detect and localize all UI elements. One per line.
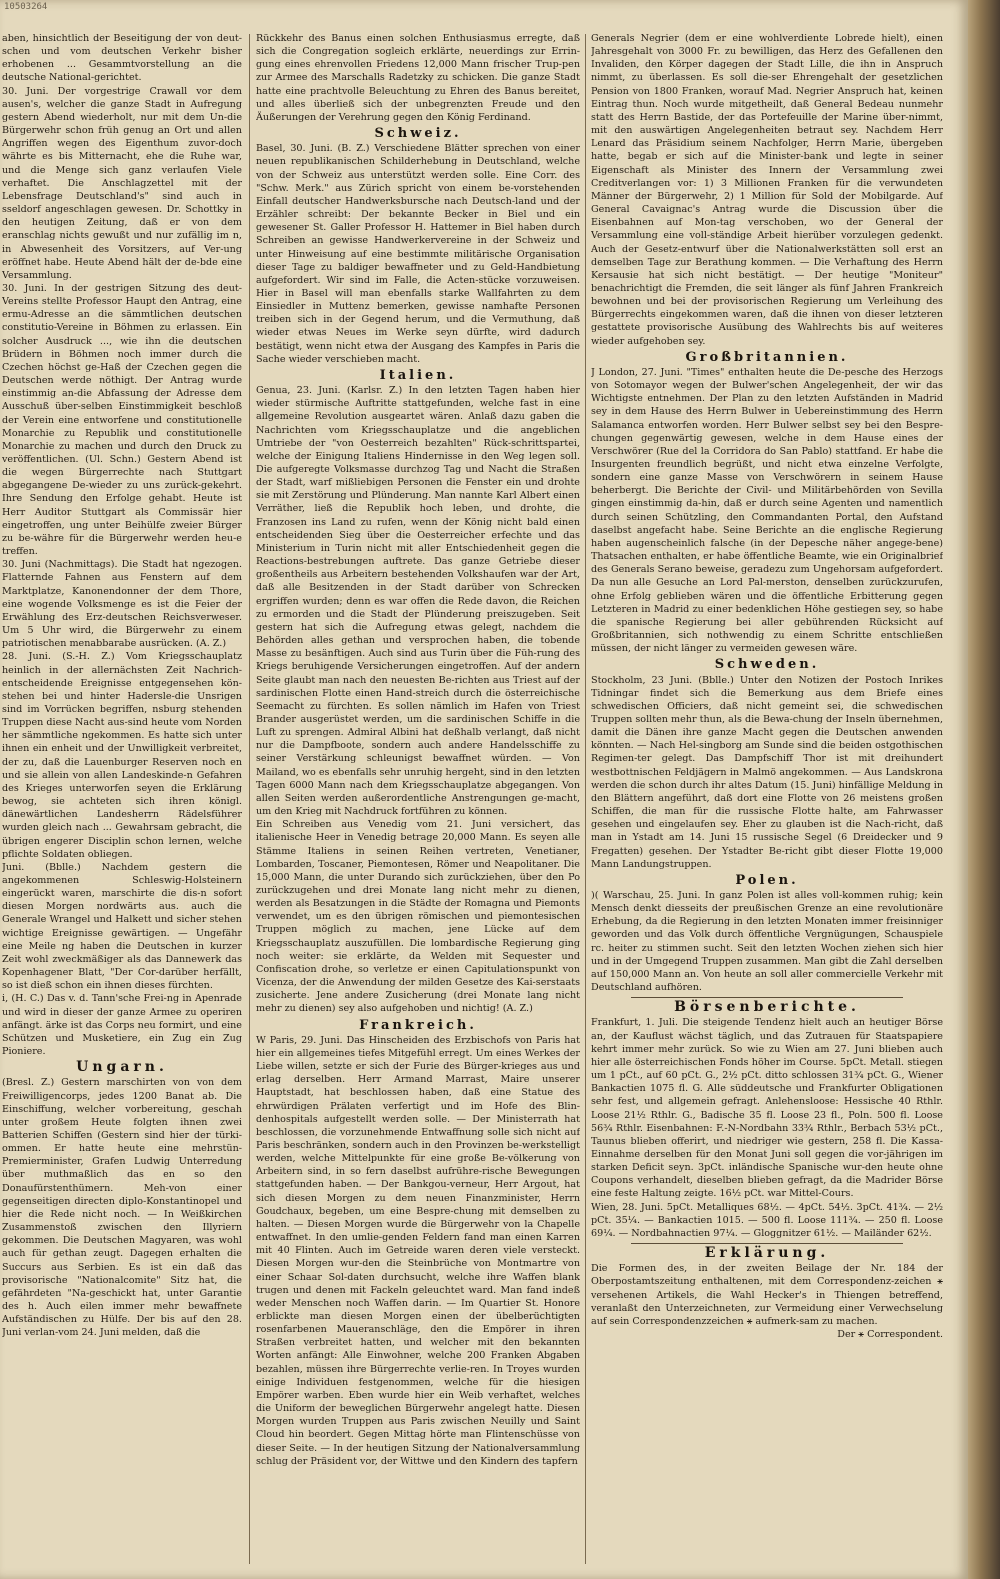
paragraph: Genua, 23. Juni. (Karlsr. Z.) In den letzten Tagen haben hier wieder stürmische Auftritte stattgefunden, welche fast in eine allgemeine Revolution ausgeartet wären. Anlaß dazu gaben die Nachrichten vom Kriegsschauplatze und die angeblichen Umtriebe der "von Oesterreich bezahlten" Rück-schrittspartei, welche der Einigung Italiens Hindernisse in den Weg legen soll. Die aufgeregte Volksmasse durchzog Tag und Nacht die Straßen der Stadt, warf mißliebigen Personen die Fenster ein und drohte sie mit Zerstörung und Plünderung. Man nannte Karl Albert einen Verräther, ließ die Republik hoch leben, und drohte, die Franzosen ins Land zu rufen, wenn der König nicht bald einen entscheidenden Sieg über die Oesterreicher erfechte und das Ministerium in Turin nicht mit aller Entschiedenheit gegen die Reactions-bestrebungen auftrete. Das ganze Getriebe dieser großentheils aus Arbeitern bestehenden Volkshaufen war der Art, daß alle Besitzenden in der Stadt darüber von Schrecken ergriffen wurden; denn es war offen die Rede davon, die Reichen zu ermorden und die Stadt der Plünderung preiszugeben. Seit gestern hat sich die Aufregung etwas gelegt, nachdem die Behörden alles gethan und versprochen haben, die tobende Masse zu besänftigen. Auch sind aus Turin über die Füh-rung des Kriegs beruhigende Versicherungen eingetroffen. Auf der andern Seite glaubt man nach den neuesten Be-richten aus Triest auf der sardinischen Flotte einen Hand-streich durch die österreichische Seemacht zu fürchten. Es sollen nämlich im Hafen von Triest Brander ausgerüstet werden, um die sardinischen Schiffe in die Luft zu sprengen. Admiral Albini hat deßhalb verlangt, daß nicht nur die Dampfboote, sondern auch andere Handelsschiffe zu seiner Verstärkung schleunigst bewaffnet würden. — Von Mailand, wo es ebenfalls sehr unruhig hergeht, sind in den letzten Tagen 6000 Mann nach dem Kriegsschauplatze abgegangen. Von allen Seiten werden außerordentliche Anstrengungen ge-macht, um den Krieg mit Nachdruck fortführen zu können.	[256, 385, 580, 818]
divider	[631, 997, 903, 998]
paragraph: )( Warschau, 25. Juni. In ganz Polen ist alles voll-kommen ruhig; kein Mensch denkt diesseits der preußischen Grenze an eine revolutionäre Erhebung, da die Regierung in den letzten Monaten immer freisinniger geworden und das Volk durch öffentliche Vergnügungen, Schauspiele rc. heiter zu stimmen sucht. Seit den letzten Wochen ziehen sich hier und in der Umgegend Truppen zusammen. Man gibt die Zahl derselben auf 150,000 Mann an. Von heute an soll aller commercielle Verkehr mit Deutschland aufhören.	[591, 890, 943, 994]
section-heading-frankreich: Frankreich.	[359, 1017, 477, 1033]
column-3	[591, 32, 943, 1572]
paragraph: Ein Schreiben aus Venedig vom 21. Juni versichert, das italienische Heer in Venedig betrage 20,000 Mann. Es seyen alle Stämme Italiens in seinen Reihen vertreten, Venetianer, Lombarden, Toscaner, Piemontesen, Römer und Neapolitaner. Die 15,000 Mann, die unter Durando sich zurückziehen, über den Po zurückzugehen und drei Monate lang nicht mehr zu dienen, werden als Besatzungen in die Städte der Romagna und Piemonts verwendet, um es den übrigen römischen und piemontesischen Truppen möglich zu machen, jene Lücke auf dem Kriegsschauplatz auszufüllen. Die lombardische Regierung ging noch weiter: sie erklärte, da Welden mit Sequester und Confiscation drohe, so verletze er einen Capitulationspunkt von Vicenza, der die Anwendung der milden Gesetze des Kai-serstaats zusicherte. Jene andere Zusicherung (drei Monate lang nicht mehr zu dienen) sey also aufgehoben und nichtig! (A. Z.)	[256, 819, 580, 1015]
archive-stamp: 10503264	[4, 2, 48, 12]
section-heading-schweden: Schweden.	[714, 657, 820, 673]
paragraph: 30. Juni. In der gestrigen Sitzung des deut-Vereins stellte Professor Haupt den Antrag, eine ermu-Adresse an die sämmtlichen deutschen constitutio-Vereine in Böhmen zu erlassen. Ein solcher Ausdruck ..., wie ihn die deutschen Brüdern in Böhmen noch immer durch die Czechen höchst ge-Haß der Czechen gegen die Deutschen werde nöthigt. Der Antrag wurde einstimmig an-die Abfassung der Adresse dem Ausschuß über-selben Einstimmigkeit beschloß der Verein eine entworfene und constitutionelle Monarchie zu Republik und constitutionelle Monarchie zu machen und durch den Druck zu veröffentlichen. (Ul. Schn.) Gestern Abend ist die wegen Bürgerrechte nach Stuttgart abgegangene De-wieder zu uns zurück-gekehrt. Ihre Sendung den Erfolge gehabt. Heute ist Herr Auditor Stuttgart als Commissär hier eingetroffen, ung unter Beihülfe zweier Bürger zu be-währe für die Bürgerwehr werden heu-e treffen.	[2, 282, 242, 558]
paragraph: aben, hinsichtlich der Beseitigung der von deut-schen und vom deutschen Verkehr bisher erhobenen ... Gesammtvorstellung an die deutsche National-gerichtet.	[2, 33, 242, 84]
paragraph: 28. Juni. (S.-H. Z.) Vom Kriegsschauplatz heinlich in der allernächsten Zeit Nachrich-entscheidende Ereignisse entgegensehen kön-stehen bei und hinter Hadersle-die Unsrigen sind im Vorrücken begriffen, nsburg stehenden Truppen diese Nacht aus-sind heute vom Norden her sämmtliche ngekommen. Es hatte sich unter ihnen ein enheit und der Unwilligkeit verbreitet, der zu, daß die Lauenburger Reserven noch en und sie allein von allen Landeskinde-n Gefahren des Krieges unterworfen seyen die Erklärung bewog, sie achteten sich ihren königl. dänewärtlichen Landesherrn Rädelsführer wurden gleich nach ... Gewahrsam gebracht, die übrigen engerer Disciplin schon lernen, welche pflichte Soldaten obliegen.	[2, 651, 242, 860]
section-heading-schweiz: Schweiz.	[374, 126, 462, 142]
paragraph: Frankfurt, 1. Juli. Die steigende Tendenz hielt auch an heutiger Börse an, der Kauflust wächst täglich, und das Zutrauen für Staatspapiere kehrt immer mehr zurück. So wie zu Wien am 27. Juni blieben auch hier alle österreichischen Fonds höher im Course. 5pCt. Metall. stiegen um 1 pCt., auf 60 pCt. G., 2½ pCt. ditto schlossen 31¾ pCt. G., Wiener Bankactien 1075 fl. G. Alle süddeutsche und Frankfurter Obligationen sehr fest, und allgemein gefragt. Anlehensloose: Hessische 40 Rthlr. Loose 21½ Rthlr. G., Badische 35 fl. Loose 23 fl., Poln. 500 fl. Loose 56¾ Rthlr. Eisenbahnen: F.-N-Nordbahn 33¾ Rthlr., Berbach 53½ pCt., Taunus blieben offerirt, und niedriger wie gestern, 258 fl. Die Kassa-Einnahme derselben für den Monat Juni soll gegen die vor-jährigen im starken Deficit seyn. 3pCt. inländische Spanische wur-den heute ohne Coupons verhandelt, dieselben blieben gefragt, da die Madrider Börse eine feste Haltung zeigte. 16½ pCt. war Mittel-Cours.	[591, 1017, 943, 1200]
paragraph: J London, 27. Juni. "Times" enthalten heute die De-pesche des Herzogs von Sotomayor wegen der Bulwer'schen Angelegenheit, der wir das Wichtigste entnehmen. Der Plan zu den letzten Aufständen in Madrid sey in dem Hause des Herrn Bulwer in Uebereinstimmung des Herrn Salamanca entworfen worden. Herr Bulwer selbst sey bei den Bespre-chungen gegenwärtig gewesen, welche in dem Hause eines der Verschwörer (Rue del la Corridora do San Pablo) stattfand. Er habe die Insurgenten freundlich begrüßt, und nicht etwa einzelne Verfolgte, sondern eine ganze Masse von Verschwörern in seinem Hause beherbergt. Die Berichte der Civil- und Militärbehörden von Sevilla gingen einstimmig da-hin, daß er durch seine Agenten und namentlich durch seinen Schützling, den Commandanten Portal, den Aufstand daselbst angefacht habe. Seine Berichte an die englische Regierung haben augenscheinlich falsche (in der Depesche näher angege-bene) Thatsachen enthalten, er habe öffentliche Beamte, wie ein Originalbrief des Generals Serano beweise, geradezu zum Ungehorsam aufgefordert. Da nun alle Gesuche an Lord Pal-merston, denselben zurückzurufen, ohne Erfolg geblieben wären und die öffentliche Erbitterung gegen Letzteren in Madrid zu einer bedenklichen Höhe gestiegen sey, so habe die spanische Regierung bei aller gebührenden Rücksicht auf Großbritannien, sich nothwendig zu einem Schritte entschließen müssen, der nicht länger zu vermeiden gewesen wäre.	[591, 366, 943, 655]
paragraph: i, (H. C.) Das v. d. Tann'sche Frei-ng in Apenrade und wird in dieser der ganze Armee zu operiren anfängt. ärke ist das Corps neu formirt, und eine Schützen und Musketiere, ein Zug ein Zug Pioniere.	[2, 993, 242, 1058]
book-edge	[968, 0, 1000, 1579]
column-1	[2, 32, 242, 1572]
section-heading-grossbritannien: Großbritannien.	[685, 349, 849, 365]
paragraph: Basel, 30. Juni. (B. Z.) Verschiedene Blätter sprechen von einer neuen republikanischen Schilderhebung in Deutschland, welche von der Schweiz aus unterstützt werden solle. Eine Corr. des "Schw. Merk." aus Zürich spricht von einem be-vorstehenden Einfall deutscher Handwerksbursche nach Deutsch-land und der Erzähler schreibt: Der bekannte Becker in Biel und ein gewesener St. Galler Professor H. Hattemer in Biel haben durch Schreiben an gewisse Handwerkervereine in der Schweiz und unter Hinweisung auf eine bestimmte militärische Organisation dieser Tage zu baldiger bewaffneter und zu Geld-Handbietung aufgefordert. Wir sind im Falle, die Acten-stücke vorzuweisen. Hier in Basel will man ebenfalls starke Wallfahrten zu dem Einsiedler in Muttenz bemerken, gewisse namhafte Personen treiben sich in der Gegend herum, und die Vermuthung, daß wieder etwas Neues im Werke seyn dürfte, wird dadurch bestätigt, wenn nicht etwa der Ausgang des Kampfes in Paris die Sache wieder verschieben macht.	[256, 143, 580, 365]
paragraph: Wien, 28. Juni. 5pCt. Metalliques 68½. — 4pCt. 54½. 3pCt. 41¾. — 2½ pCt. 35¼. — Bankactien 1015. — 500 fl. Loose 111¾. — 250 fl. Loose 69¼. — Nordbahnactien 97¼. — Gloggnitzer 61½. — Mailänder 62½.	[591, 1201, 943, 1239]
section-heading-erklaerung: Erklärung.	[704, 1245, 830, 1262]
paragraph: Rückkehr des Banus einen solchen Enthusiasmus erregte, daß sich die Congregation sogleich erklärte, neuerdings zur Errin-gung eines ehrenvollen Friedens 12,000 Mann frischer Trup-pen zur Armee des Marschalls Radetzky zu schicken. Die ganze Stadt hatte eine prachtvolle Beleuchtung zu Ehren des Banus bereitet, und alles überließ sich der unbegrenzten Freude und den Äußerungen der Verehrung gegen den König Ferdinand.	[256, 33, 580, 123]
paragraph: Stockholm, 23 Juni. (Bblle.) Unter den Notizen der Postoch Inrikes Tidningar findet sich die Bemerkung aus dem Briefe eines schwedischen Officiers, daß nicht gemeint sei, die schwedischen Truppen sollten mehr thun, als die Bewa-chung der Inseln übernehmen, damit die Dänen ihre ganze Macht gegen die Deutschen anwenden könnten. — Nach Hel-singborg am Sunde sind die beiden ostgothischen Regimen-ter gelegt. Das Dampfschiff Thor ist mit dreihundert westbottnischen Feldjägern in Malmö angekommen. — Aus Landskrona werden die schon durch ihr altes Datum (15. Juni) hinfällige Meldung in den Blättern angeführt, daß dort eine Flotte von 26 meistens großen Schiffen, die man für die russische Flotte halte, am Fahrwasser gesehen und eingelaufen sey. Eher zu glauben ist die Nach-richt, daß man in Ystadt am 14. Juni 15 russische Segel (6 Dreidecker und 9 Fregatten) gesehen. Der Ystadter Be-richt gibt dieser Flotte 19,000 Mann Landungstruppen.	[591, 674, 943, 870]
section-heading-ungarn: Ungarn.	[76, 1059, 168, 1076]
section-heading-polen: Polen.	[735, 872, 799, 888]
paragraph: 30. Juni (Nachmittags). Die Stadt hat ngezogen. Flatternde Fahnen aus Fenstern auf dem Marktplatze, Kanonendonner der dem Thore, eine wogende Volksmenge es ist die Feier der Erwählung des Erz-deutschen Reichsverweser. Um 5 Uhr wird, die Bürgerwehr zu einem patriotischen menabbarabe ausrücken. (A. Z.)	[2, 559, 242, 650]
column-2	[256, 32, 580, 1572]
paragraph: Generals Negrier (dem er eine wohlverdiente Lobrede hielt), einen Jahresgehalt von 3000 Fr. zu bewilligen, das Herz des Gefallenen den Invaliden, den Körper dagegen der Stadt Lille, die ihn in Anspruch nimmt, zu überlassen. Es soll die-ser Ehrengehalt der gesetzlichen Pension von 1800 Franken, worauf Mad. Negrier Anspruch hat, keinen Eintrag thun. Noch wurde mitgetheilt, daß General Bedeau nunmehr statt des Herrn Bastide, der das Portefeuille der Marine über-nimmt, mit den auswärtigen Angelegenheiten betraut sey. Nachdem Herr Lenard das Präsidium seinem Nachfolger, Herrn Marie, übergeben hatte, begab er sich auf die Minister-bank und legte in seiner Eigenschaft als Minister des Innern der Versammlung zwei Creditverlangen vor: 1) 3 Millionen Franken für die verwundeten Männer der Bürgerwehr, 2) 1 Million für Sold der Mobilgarde. Auf General Cavaignac's Antrag wurde die Discussion über die Eisenbahnen auf Mon-tag verschoben, wo der General der Versammlung eine voll-ständige Arbeit hierüber vorzulegen gedenkt. Auch der Gesetz-entwurf über die Nationalwerkstätten soll erst an demselben Tage zur Berathung kommen. — Die Verhaftung des Herrn Kersausie hat sich nicht bestätigt. — Der heutige "Moniteur" benachrichtigt die Fremden, die seit länger als fünf Jahren Frankreich bewohnen und bei der provisorischen Regierung um Verleihung des Bürgerrechts eingekommen waren, daß die ihnen von dieser letzteren gestattete provisorische Ausübung des Wahlrechts bis auf weiteres wieder aufgehoben sey.	[591, 33, 943, 347]
paragraph: W Paris, 29. Juni. Das Hinscheiden des Erzbischofs von Paris hat hier ein allgemeines tiefes Mitgefühl erregt. Um eines Werkes der Liebe willen, setzte er sich der Furie des Bürger-krieges aus und erlag derselben. Herr Armand Marrast, Maire unserer Hauptstadt, hat beschlossen haben, daß eine Statue des ehrwürdigen Prälaten verfertigt und im Hofe des Blin-denhospitals aufgestellt werden solle. — Der Ministerrath hat beschlossen, die vorzunehmende Entwaffnung solle sich nicht auf Paris beschränken, sondern auch in den Provinzen be-werkstelligt werden, welche Mittelpunkte für eine große Be-völkerung von Arbeitern sind, in so fern daselbst aufrühre-rische Bewegungen stattgefunden haben. — Der Bankgou-verneur, Herr Argout, hat sich diesen Morgen zu dem neuen Finanzminister, Herrn Goudchaux, begeben, um eine Bespre-chung mit demselben zu halten. — Diesen Morgen wurde die Bürgerwehr von la Chapelle entwaffnet. In den umlie-genden Feldern fand man einen Karren mit 40 Flinten. Auch im Getreide waren deren viele versteckt. Diesen Morgen wur-den die Steinbrüche von Montmartre von einer Schaar Sol-daten durchsucht, welche ihre Waffen blank trugen und denen mit Fackeln geleuchtet ward. Man fand indeß weder Menschen noch Waffen darin. — Im Quartier St. Honore erblickte man diesen Morgen einen der übelberüchtigten rosenfarbenen Maueranschläge, den die Empörer in ihren Straßen verbreitet hatten, und welcher mit den bekannten Worten anfängt: Alle Einwohner, welche 200 Franken Abgaben bezahlen, müssen ihre Bürgerrechte verlie-ren. In Troyes wurden einige Individuen festgenommen, welche für die hiesigen Empörer warben. Eben wurde hier ein Weib verhaftet, welches die Uniform der beweglichen Bürgerwehr angelegt hatte. Diesen Morgen wurden Truppen aus Paris zwischen Neuilly und Saint Cloud hin beordert. Gegen Mittag hörte man Flintenschüsse von dieser Seite. — In der heutigen Sitzung der Nationalversammlung schlug der Präsident vor, der Wittwe und den Kindern des tapfern	[256, 1034, 580, 1467]
paragraph: 30. Juni. Der vorgestrige Crawall vor dem ausen's, welcher die ganze Stadt in Aufregung gestern Abend wiederholt, nur mit dem Un-die Bürgerwehr schon früh genug an Ort und allen Angriffen wegen des Eigenthum zuvor-doch währte es bis Mitternacht, ehe die Ruhe war, und die Menge sich ganz verlaufen Viele verhaftet. Die Anschlagzettel mit der Lebensfrage Deutschland's" sind auch in sseldorf angeschlagen gewesen. Dr. Schottky in den heutigen Zeitung, daß er von dem eranschlag nichts gewußt und nur zufällig im n, in Abwesenheit des Vorsitzers, auf Ver-ung eröffnet habe. Heute Abend hält der de-bde eine Versammlung.	[2, 85, 242, 281]
paragraph: Die Formen des, in der zweiten Beilage der Nr. 184 der Oberpostamtszeitung enthaltenen, mit dem Correspondenz-zeichen ⚹ versehenen Artikels, die Wahl Hecker's in Thiengen betreffend, veranlaßt den Unterzeichneten, zur Vermeidung einer Verwechselung auf sein Correspondenzzeichen ⚹ aufmerk-sam zu machen.	[591, 1263, 943, 1327]
divider	[631, 1243, 903, 1244]
paragraph: Juni. (Bblle.) Nachdem gestern die angekommenen Schleswig-Holsteinern eingerückt waren, marschirte die dis-n sofort diesen Morgen nordwärts aus. auch die Generale Wrangel und Halkett und sicher stehen wichtige Ereignisse gewärtigen. — Ungefähr eine Meile ng haben die Deutschen in kurzer Zeit wohl zweckmäßiger als das Dannewerk das Kopenhagener Blatt, "Der Cor-darüber herfällt, so ist dieß schon ein ihnen dieses fürchten.	[2, 861, 242, 992]
column-rule	[585, 34, 586, 1564]
signature: Der ⚹ Correspondent.	[837, 1329, 943, 1340]
column-rule	[249, 34, 250, 1564]
paragraph: (Bresl. Z.) Gestern marschirten von von dem Freiwilligencorps, jedes 1200 Banat ab. Die Einschiffung, welcher vorbereitung, geschah unter großem Heute folgten ihnen zwei Batterien Schiffen (Gestern sind hier der türki-ommen. Er hatte heute eine mehrstün-Premierminister, Grafen Ludwig Unterredung über muthmaßlich das en so den Donaufürstenthümern. Meh-von einer gegenseitigen directen diplo-Konstantinopel und hier die Rede nicht noch. — In Weißkirchen Zusammenstoß zwischen den Illyriern gekommen. Die Deutschen Magyaren, was wohl auch für gethan zeugt. Dagegen erhalten die Succurs aus Serbien. Es ist ein daß das provisorische "Nationalcomite" Sitz hat, die gefährdeten "Na-geschickt hat, unter Garantie des h. Auch eilen immer mehr bewaffnete Aufständischen zu Hülfe. Der bis auf den 28. Juni verlan-vom 24. Juni melden, daß die	[2, 1077, 242, 1339]
section-heading-italien: Italien.	[379, 367, 457, 383]
section-heading-boersenberichte: Börsenberichte.	[674, 999, 860, 1016]
